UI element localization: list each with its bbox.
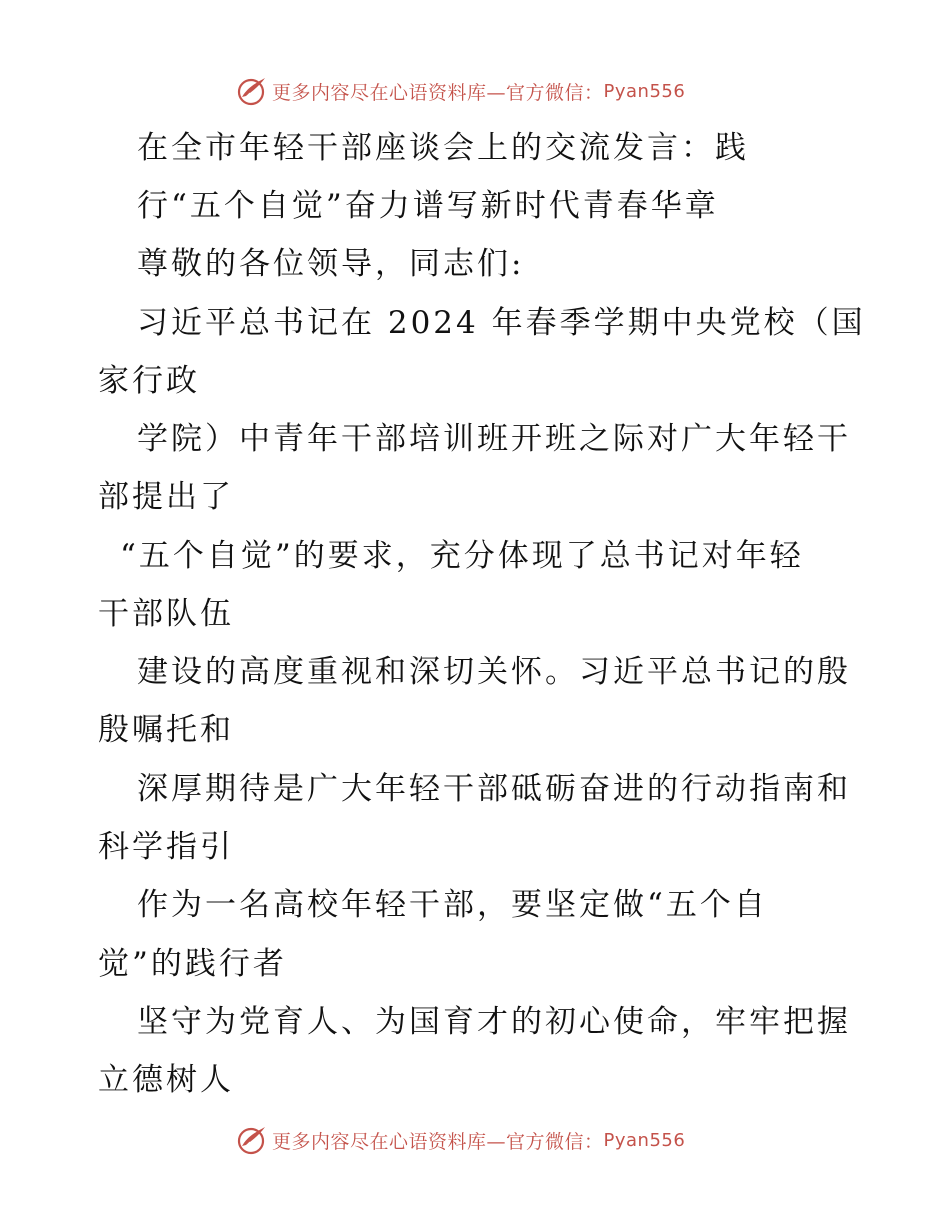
body-line: 作为一名高校年轻干部，要坚定做“五个自 [137,887,768,923]
body-line: 立德树人 [98,1062,234,1098]
header-watermark [236,71,716,111]
body-line: 干部队伍 [98,596,234,632]
body-line: 殷嘱托和 [98,712,234,748]
quill-logo-icon [236,75,268,107]
body-line: 尊敬的各位领导，同志们: [137,246,525,282]
body-line: 坚守为党育人、为国育才的初心使命，牢牢把握 [137,1004,851,1040]
body-line: 科学指引 [98,829,234,865]
body-line: 习近平总书记在 2024 年春季学期中央党校（国 [137,305,866,341]
body-line: 家行政 [98,363,200,399]
watermark-text: 更多内容尽在心语资料库—官方微信： [272,81,604,104]
body-line: 在全市年轻干部座谈会上的交流发言：践 [137,130,749,166]
body-line: 建设的高度重视和深切关怀。习近平总书记的殷 [137,654,851,690]
body-line: 学院）中青年干部培训班开班之际对广大年轻干 [137,421,851,457]
watermark-wechat-id: Pyan556 [603,1129,686,1151]
quill-logo-icon [236,1124,268,1156]
footer-watermark [236,1120,716,1160]
watermark-wechat-id: Pyan556 [603,80,686,102]
body-line: 部提出了 [98,479,234,515]
body-line: 行“五个自觉”奋力谱写新时代青春华章 [137,188,719,224]
body-line: “五个自觉”的要求，充分体现了总书记对年轻 [120,538,804,574]
watermark-text: 更多内容尽在心语资料库—官方微信： [272,1130,604,1153]
body-line: 深厚期待是广大年轻干部砥砺奋进的行动指南和 [137,771,851,807]
body-line: 觉”的践行者 [98,946,287,982]
